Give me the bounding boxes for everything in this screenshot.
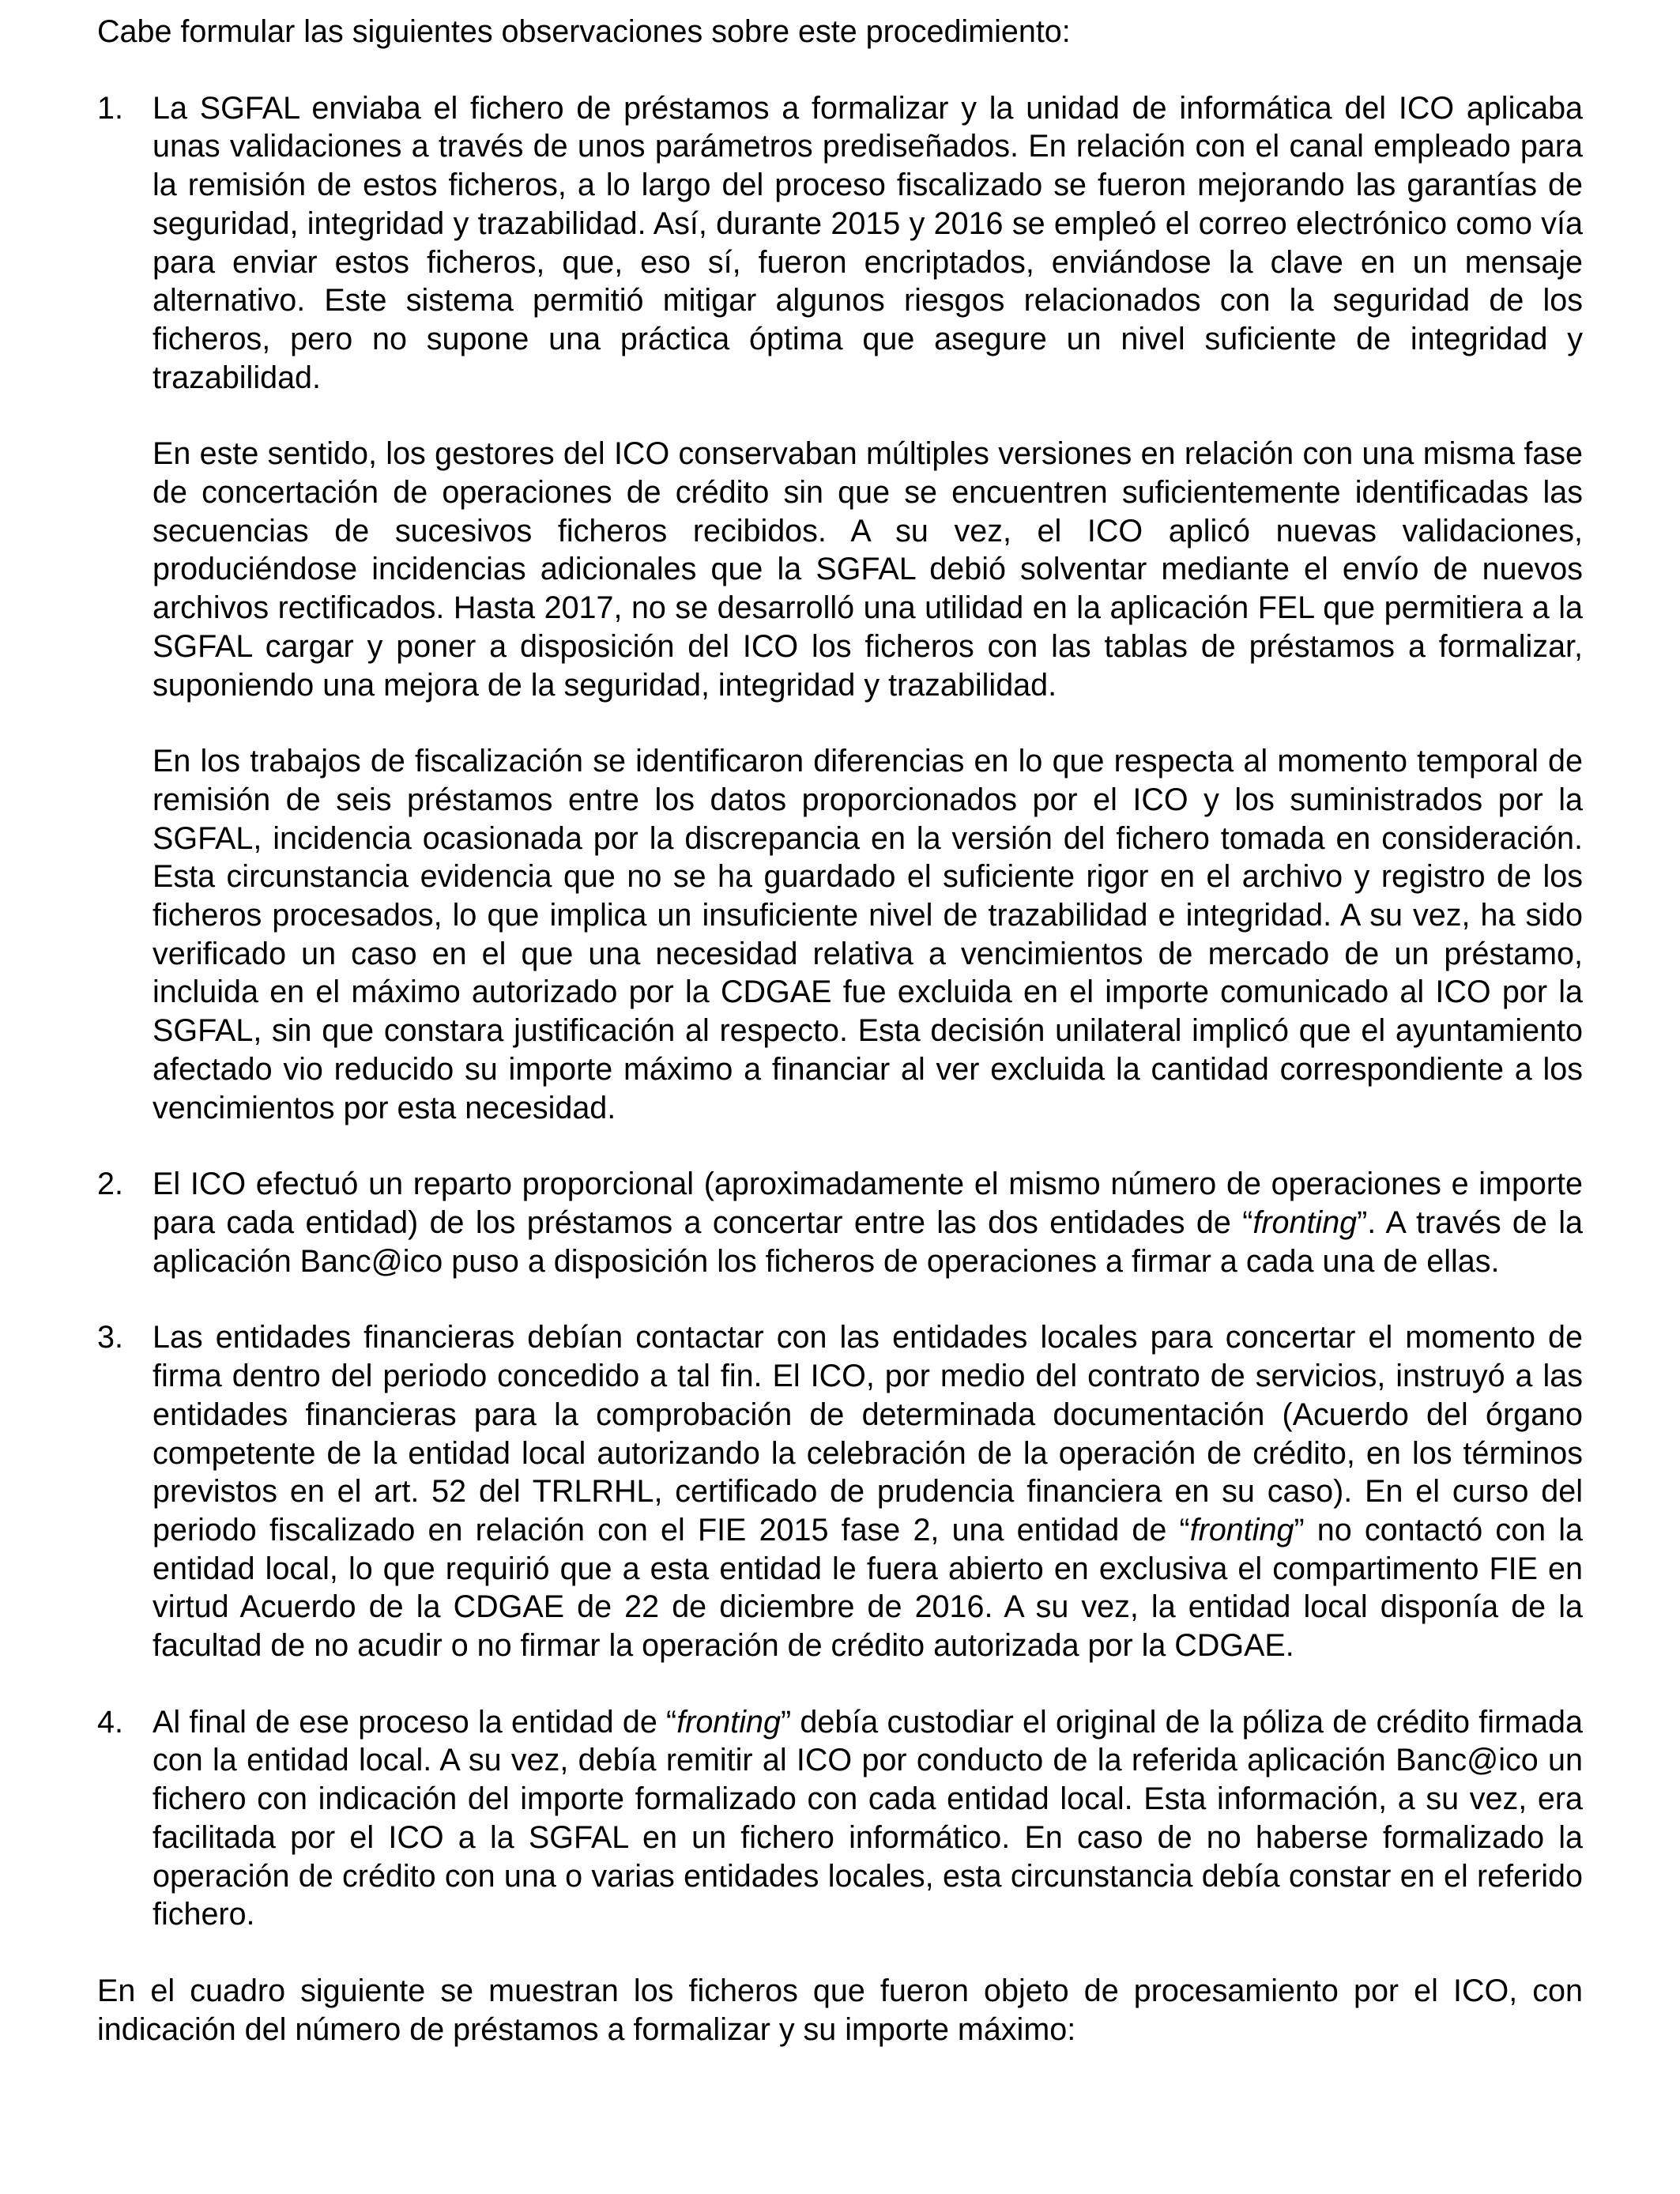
list-item-2 — [97, 1165, 1583, 1280]
item-1-paragraph-2: En este sentido, los gestores del ICO conservaban múltiples versiones en relación con una misma fase de concertación de operaciones de crédito sin que se encuentren suficientemente identificadas las secuencias de sucesivos ficheros recibidos. A su vez, el ICO aplicó nuevas validaciones, produciéndose incidencias adicionales que la SGFAL debió solventar mediante el envío de nuevos archivos rectificados. Hasta 2017, no se desarrolló una utilidad en la aplicación FEL que permitiera a la SGFAL cargar y poner a disposición del ICO los ficheros con las tablas de préstamos a formalizar, suponiendo una mejora de la seguridad, integridad y trazabilidad. — [153, 436, 1583, 703]
item-3-paragraph — [153, 1318, 1583, 1664]
text-segment: ”. A través de la aplicación Banc@ico puso a disposición los ficheros de operaciones a firmar a cada una de ellas. — [153, 1204, 1583, 1279]
text-segment: Las entidades financieras debían contactar con las entidades locales para concertar el momento de firma dentro del periodo concedido a tal fin. El ICO, por medio del contrato de servicios, instruyó a las entidades financieras para la comprobación de determinada documentación (Acuerdo del órgano competente de la entidad local autorizando la celebración de la operación de crédito, en los términos previstos en el art. 52 del TRLRHL, certificado de prudencia financiera en su caso). En el curso del periodo fiscalizado en relación con el FIE 2015 fase 2, una entidad de “ — [153, 1320, 1583, 1547]
item-4-paragraph — [153, 1703, 1583, 1934]
item-2-paragraph — [153, 1165, 1583, 1280]
text-segment: El ICO efectuó un reparto proporcional (aproximadamente el mismo número de operaciones e importe para cada entidad) de los préstamos a concertar entre las dos entidades de “ — [153, 1167, 1583, 1240]
list-number: 1. — [97, 90, 123, 126]
list-number: 2. — [97, 1167, 123, 1202]
italic-term: fronting — [676, 1704, 781, 1740]
list-item-1 — [97, 89, 1583, 1128]
closing-paragraph: En el cuadro siguiente se muestran los ficheros que fueron objeto de procesamiento por el ICO, con indicación del número de préstamos a formalizar y su importe máximo: — [97, 1973, 1583, 2047]
document-page — [97, 13, 1583, 2049]
list-item-body — [153, 1318, 1583, 1664]
text-segment: ” no contactó con la entidad local, lo que requirió que a esta entidad le fuera abierto en exclusiva el compartimento FIE en virtud Acuerdo de la CDGAE de 22 de diciembre de 2016. A su vez, la entidad local disponía de la facultad de no acudir o no firmar la operación de crédito autorizada por la CDGAE. — [153, 1512, 1583, 1664]
list-item-body — [153, 89, 1583, 1128]
intro-paragraph: Cabe formular las siguientes observaciones sobre este procedimiento: — [97, 14, 1071, 49]
italic-term: fronting — [1189, 1512, 1294, 1547]
list-item-body — [153, 1703, 1583, 1934]
text-segment: Al final de ese proceso la entidad de “ — [153, 1704, 677, 1740]
list-item-body — [153, 1165, 1583, 1280]
list-item-3 — [97, 1318, 1583, 1664]
item-1-paragraph-3: En los trabajos de fiscalización se identificaron diferencias en lo que respecta al momento temporal de remisión de seis préstamos entre los datos proporcionados por el ICO y los suministrados por la SGFAL, incidencia ocasionada por la discrepancia en la versión del fichero tomada en consideración. Esta circunstancia evidencia que no se ha guardado el suficiente rigor en el archivo y registro de los ficheros procesados, lo que implica un insuficiente nivel de trazabilidad e integridad. A su vez, ha sido verificado un caso en el que una necesidad relativa a vencimientos de mercado de un préstamo, incluida en el máximo autorizado por la CDGAE fue excluida en el importe comunicado al ICO por la SGFAL, sin que constara justificación al respecto. Esta decisión unilateral implicó que el ayuntamiento afectado vio reducido su importe máximo a financiar al ver excluida la cantidad correspondiente a los vencimientos por esta necesidad. — [153, 744, 1583, 1125]
text-segment: ” debía custodiar el original de la póliza de crédito firmada con la entidad local. A su vez, debía remitir al ICO por conducto de la referida aplicación Banc@ico un fichero con indicación del importe formalizado con cada entidad local. Esta información, a su vez, era facilitada por el ICO a la SGFAL en un fichero informático. En caso de no haberse formalizado la operación de crédito con una o varias entidades locales, esta circunstancia debía constar en el referido fichero. — [153, 1704, 1583, 1932]
italic-term: fronting — [1252, 1204, 1358, 1240]
list-item-4 — [97, 1703, 1583, 1934]
item-1-paragraph-1: La SGFAL enviaba el fichero de préstamos a formalizar y la unidad de informática del ICO aplicaba unas validaciones a través de unos parámetros prediseñados. En relación con el canal empleado para la remisión de estos ficheros, a lo largo del proceso fiscalizado se fueron mejorando las garantías de seguridad, integridad y trazabilidad. Así, durante 2015 y 2016 se empleó el correo electrónico como vía para enviar estos ficheros, que, eso sí, fueron encriptados, enviándose la clave en un mensaje alternativo. Este sistema permitió mitigar algunos riesgos relacionados con la seguridad de los ficheros, pero no supone una práctica óptima que asegure un nivel suficiente de integridad y trazabilidad. — [153, 90, 1583, 395]
list-number: 4. — [97, 1704, 123, 1740]
list-number: 3. — [97, 1320, 123, 1355]
